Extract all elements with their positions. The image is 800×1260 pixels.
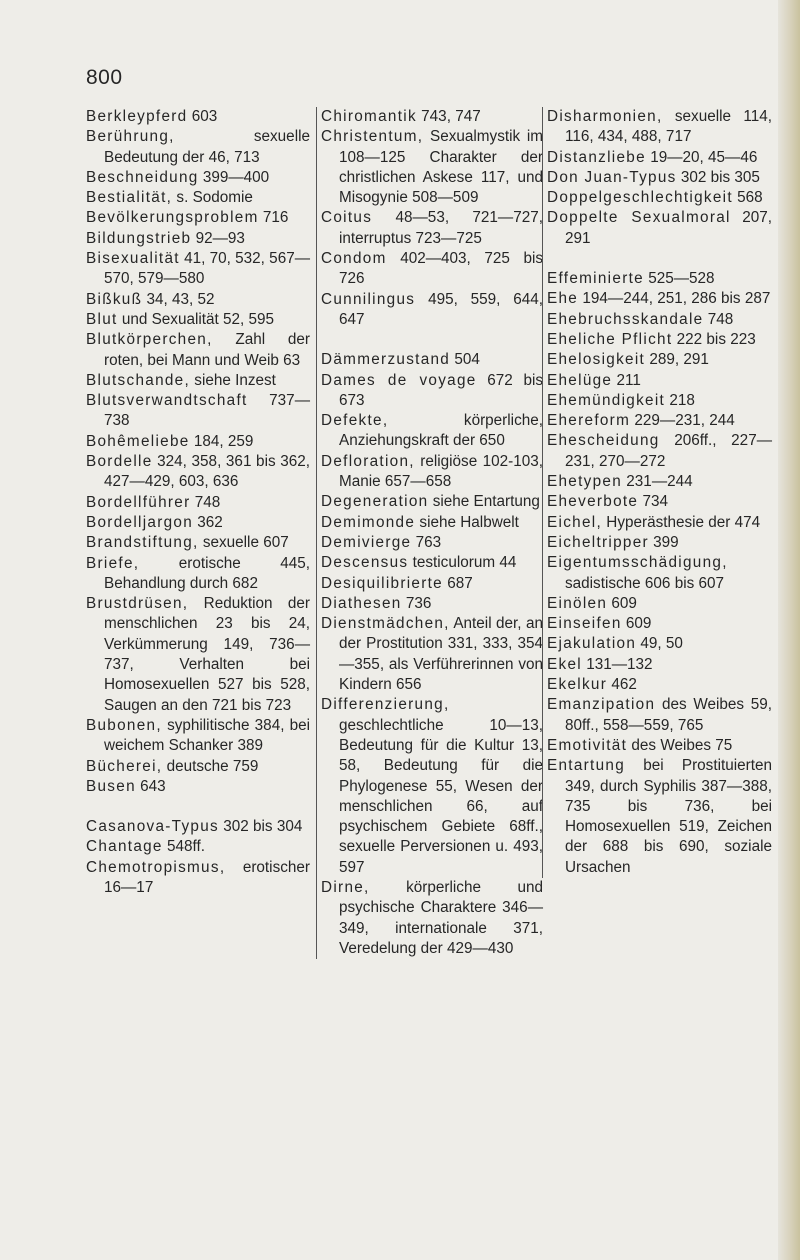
index-term: Ekel: [547, 655, 582, 673]
index-entry: [86, 371, 310, 391]
index-references: 716: [262, 209, 289, 227]
index-entry: [321, 411, 543, 452]
index-references: 229—231, 244: [634, 412, 735, 430]
index-references: 687: [447, 574, 473, 592]
index-term: Coitus: [321, 209, 373, 227]
index-entry: [321, 513, 543, 533]
index-term: Degeneration: [321, 493, 429, 511]
index-references: 218: [669, 391, 695, 409]
index-references: 548ff.: [167, 838, 205, 856]
index-entry: [547, 756, 772, 878]
index-term: Dienstmädchen,: [321, 615, 450, 633]
index-term: Differenzierung,: [321, 696, 450, 714]
index-entry: [86, 452, 310, 493]
index-entry: [547, 330, 772, 350]
index-term: Bevölkerungsproblem: [86, 209, 259, 227]
index-references: 737—738: [104, 392, 310, 430]
index-term: Brustdrüsen,: [86, 595, 189, 613]
index-term: Ejakulation: [547, 635, 637, 653]
index-references: 736: [405, 594, 432, 612]
index-term: Defekte,: [321, 412, 389, 430]
index-references: 402—403, 725 bis 726: [339, 250, 544, 288]
index-references: bei Prostituierten 349, durch Syphilis 387—388, 735 bis 736, bei Homosexuellen 519, Zeichen der 688 bis 690, soziale Ursachen: [565, 757, 772, 876]
index-term: Doppelte Sexualmoral: [547, 209, 731, 227]
index-references: 743, 747: [421, 108, 481, 125]
index-entry: [547, 289, 772, 309]
index-references: sexuelle 114, 116, 434, 488, 717: [565, 108, 773, 146]
index-entry: [321, 290, 543, 331]
index-term: Blutschande,: [86, 371, 191, 389]
index-entry: [547, 472, 772, 492]
index-term: Bordelljargon: [86, 513, 194, 531]
index-entry: [321, 878, 543, 959]
index-entry: [547, 391, 772, 411]
index-term: Blutsverwandtschaft: [86, 392, 248, 410]
index-references: 525—528: [648, 270, 715, 288]
index-references: 289, 291: [649, 351, 709, 369]
index-term: Cunnilingus: [321, 290, 416, 308]
index-entry: [86, 493, 310, 513]
index-term: Blutkörperchen,: [86, 331, 213, 349]
index-references: Reduktion der menschlichen 23 bis 24, Verkümmerung 149, 736—737, Verhalten bei Homosexuellen 527 bis 528, Saugen an den 721 bis 723: [104, 595, 310, 714]
index-term: Emanzipation: [547, 696, 656, 714]
index-references: 222 bis 223: [676, 330, 756, 348]
index-term: Bisexualität: [86, 250, 180, 268]
index-references: 504: [454, 351, 480, 369]
index-references: testiculorum 44: [412, 554, 517, 572]
index-entry: [86, 249, 310, 290]
index-term: Bißkuß: [86, 290, 143, 308]
index-term: Doppelgeschlechtigkeit: [547, 189, 733, 207]
index-entry: [547, 431, 772, 472]
index-entry: [86, 229, 310, 249]
index-references: 302 bis 305: [680, 168, 760, 186]
index-references: 495, 559, 644, 647: [339, 290, 543, 328]
index-entry: [547, 736, 772, 756]
index-entry: [547, 553, 772, 594]
index-entry: [321, 107, 543, 127]
index-entry: [547, 371, 772, 391]
index-term: Chiromantik: [321, 108, 417, 125]
index-entry: [321, 533, 543, 553]
index-references: 184, 259: [193, 432, 254, 450]
index-entry: [86, 716, 310, 757]
index-term: Eicheltripper: [547, 533, 649, 551]
index-term: Berkleypferd: [86, 108, 188, 125]
index-entry: [86, 858, 310, 899]
index-references: 672 bis 673: [339, 371, 543, 409]
index-references: sexuelle 607: [202, 534, 289, 552]
index-term: Ekelkur: [547, 676, 608, 694]
page-number: 800: [86, 66, 123, 89]
index-term: Ehelüge: [547, 371, 613, 389]
index-entry: [86, 817, 310, 837]
index-entry: [86, 837, 310, 857]
index-references: 609: [611, 594, 637, 612]
index-entry: [86, 188, 310, 208]
index-entry: [547, 594, 772, 614]
index-references: sadistische 606 bis 607: [565, 574, 725, 592]
index-references: 748: [194, 493, 221, 511]
index-term: Chantage: [86, 838, 163, 856]
index-term: Ehescheidung: [547, 432, 660, 450]
index-references: syphilitische 384, bei weichem Schanker 389: [104, 716, 311, 755]
index-references: 19—20, 45—46: [650, 148, 758, 166]
index-references: 302 bis 304: [223, 818, 303, 836]
index-term: Bubonen,: [86, 716, 162, 734]
index-entry: [321, 614, 543, 695]
index-references: des Weibes 75: [631, 736, 733, 754]
index-entry: [321, 350, 543, 370]
index-entry: [321, 695, 543, 878]
index-term: Ehe: [547, 290, 579, 308]
index-references: siehe Halbwelt: [419, 513, 519, 531]
index-term: Descensus: [321, 554, 409, 572]
index-term: Eigentumsschädigung,: [547, 554, 728, 572]
index-entry: [547, 148, 772, 168]
index-term: Eheverbote: [547, 493, 639, 511]
index-term: Dirne,: [321, 878, 370, 896]
index-term: Bohêmeliebe: [86, 432, 190, 450]
index-term: Dames de voyage: [321, 371, 477, 389]
index-entry: [547, 208, 772, 249]
index-entry: [547, 350, 772, 370]
index-references: 643: [140, 777, 166, 795]
index-term: Ehetypen: [547, 473, 623, 491]
index-term: Bildungstrieb: [86, 229, 192, 247]
index-references: Hyperästhesie der 474: [606, 513, 761, 531]
index-entry: [547, 513, 772, 533]
index-references: 49, 50: [640, 635, 683, 653]
index-entry: [321, 492, 543, 512]
index-references: 207, 291: [565, 209, 772, 247]
index-term: Ehelosigkeit: [547, 351, 646, 369]
index-entry: [86, 208, 310, 228]
index-term: Bücherei,: [86, 757, 163, 775]
index-references: 324, 358, 361 bis 362, 427—429, 603, 636: [104, 453, 310, 491]
index-references: 763: [415, 533, 442, 551]
index-column-2: [316, 107, 543, 959]
index-term: Effeminierte: [547, 270, 644, 288]
index-entry: [321, 594, 543, 614]
index-term: Chemotropismus,: [86, 858, 226, 876]
index-references: 603: [191, 108, 218, 125]
index-term: Defloration,: [321, 452, 415, 470]
index-entry: [547, 310, 772, 330]
index-term: Casanova-Typus: [86, 818, 219, 836]
index-column-1: [86, 107, 310, 898]
index-entry: [547, 634, 772, 654]
index-references: 231—244: [626, 473, 693, 491]
index-term: Disharmonien,: [547, 108, 663, 125]
index-entry: [547, 411, 772, 431]
index-references: und Sexualität 52, 595: [121, 310, 275, 328]
index-entry: [86, 107, 310, 127]
index-term: Diathesen: [321, 594, 402, 612]
index-entry: [86, 594, 310, 716]
index-entry: [321, 249, 543, 290]
index-term: Bordellführer: [86, 493, 191, 511]
index-entry: [86, 127, 310, 168]
index-column-3: [542, 107, 772, 878]
page-edge: [778, 0, 800, 1260]
index-entry: [321, 371, 543, 412]
index-references: 92—93: [195, 229, 245, 247]
index-references: 462: [611, 676, 637, 694]
index-entry: [547, 107, 772, 148]
index-entry: [86, 432, 310, 452]
index-references: sexuelle Bedeutung der 46, 713: [104, 128, 310, 166]
index-entry: [321, 574, 543, 594]
index-entry: [86, 168, 310, 188]
index-term: Eichel,: [547, 513, 603, 531]
index-references: Anteil der, an der Prostitution 331, 333, 354—355, als Verführerinnen von Kindern 656: [339, 615, 544, 694]
index-entry: [547, 533, 772, 553]
index-term: Einseifen: [547, 615, 622, 633]
index-term: Condom: [321, 250, 387, 268]
index-references: des Weibes 59, 80ff., 558—559, 765: [565, 696, 772, 734]
index-term: Don Juan-Typus: [547, 168, 677, 186]
index-term: Bestialität,: [86, 189, 173, 207]
index-term: Busen: [86, 777, 136, 795]
index-term: Blut: [86, 310, 118, 328]
index-references: 34, 43, 52: [146, 290, 215, 308]
index-entry: [86, 391, 310, 432]
index-references: 362: [197, 513, 223, 531]
index-references: 41, 70, 532, 567—570, 579—580: [104, 250, 310, 288]
index-references: 399—400: [202, 168, 270, 186]
index-references: geschlechtliche 10—13, Bedeutung für die Kultur 13, 58, Bedeutung für die Phylogenese 55, Wesen der menschlichen 66, auf psychischem Gebiete 68ff., sexuelle Perversionen u. 493, 597: [339, 716, 543, 876]
index-term: Ehereform: [547, 412, 631, 430]
index-references: körperliche und psychische Charaktere 346—349, internationale 371, Veredelung der 429—430: [339, 878, 544, 957]
index-entry: [321, 208, 543, 249]
index-entry: [547, 614, 772, 634]
index-term: Ehebruchsskandale: [547, 310, 704, 328]
index-references: s. Sodomie: [176, 189, 253, 207]
index-term: Dämmerzustand: [321, 351, 451, 369]
index-entry: [547, 168, 772, 188]
index-references: 609: [625, 615, 652, 633]
index-term: Ehemündigkeit: [547, 391, 666, 409]
index-entry: [86, 777, 310, 797]
index-references: 748: [707, 310, 734, 328]
index-entry: [86, 513, 310, 533]
index-references: erotische 445, Behandlung durch 682: [104, 554, 310, 592]
index-entry: [86, 554, 310, 595]
index-entry: [86, 310, 310, 330]
index-term: Bordelle: [86, 453, 153, 471]
index-term: Distanzliebe: [547, 148, 646, 166]
index-references: siehe Inzest: [194, 371, 276, 389]
index-entry: [321, 553, 543, 573]
index-references: 399: [653, 533, 679, 551]
index-references: 211: [616, 371, 641, 389]
index-entry: [547, 675, 772, 695]
index-entry: [547, 695, 772, 736]
index-term: Demimonde: [321, 513, 416, 531]
index-term: Eheliche Pflicht: [547, 330, 673, 348]
index-entry: [321, 452, 543, 493]
index-entry: [86, 533, 310, 553]
index-references: 131—132: [586, 655, 653, 673]
index-references: deutsche 759: [166, 757, 259, 775]
index-entry: [86, 290, 310, 310]
index-references: 194—244, 251, 286 bis 287: [582, 290, 771, 308]
index-references: körperliche, Anziehungskraft der 650: [339, 412, 543, 450]
index-references: siehe Entartung: [432, 493, 540, 511]
index-entry: [86, 330, 310, 371]
index-references: 48—53, 721—727, interruptus 723—725: [339, 209, 543, 247]
index-references: Sexualmystik im 108—125 Charakter der christlichen Askese 117, und Misogynie 508—509: [339, 128, 543, 207]
index-entry: [547, 188, 772, 208]
index-references: Zahl der roten, bei Mann und Weib 63: [104, 331, 310, 369]
index-references: 734: [642, 493, 669, 511]
index-term: Beschneidung: [86, 168, 199, 186]
index-references: 568: [737, 189, 763, 207]
index-entry: [321, 127, 543, 208]
index-entry: [547, 655, 772, 675]
index-term: Desiquilibrierte: [321, 574, 443, 592]
index-term: Berührung,: [86, 128, 175, 146]
index-entry: [86, 757, 310, 777]
index-term: Einölen: [547, 594, 608, 612]
index-entry: [547, 492, 772, 512]
index-term: Christentum,: [321, 128, 424, 146]
index-term: Emotivität: [547, 736, 628, 754]
index-entry: [547, 269, 772, 289]
index-references: religiöse 102-103, Manie 657—658: [339, 452, 543, 491]
index-term: Demivierge: [321, 533, 412, 551]
index-references: 206ff., 227—231, 270—272: [565, 432, 772, 470]
index-term: Brandstiftung,: [86, 534, 199, 552]
index-term: Entartung: [547, 757, 626, 775]
index-term: Briefe,: [86, 554, 140, 572]
index-references: erotischer 16—17: [104, 858, 310, 896]
